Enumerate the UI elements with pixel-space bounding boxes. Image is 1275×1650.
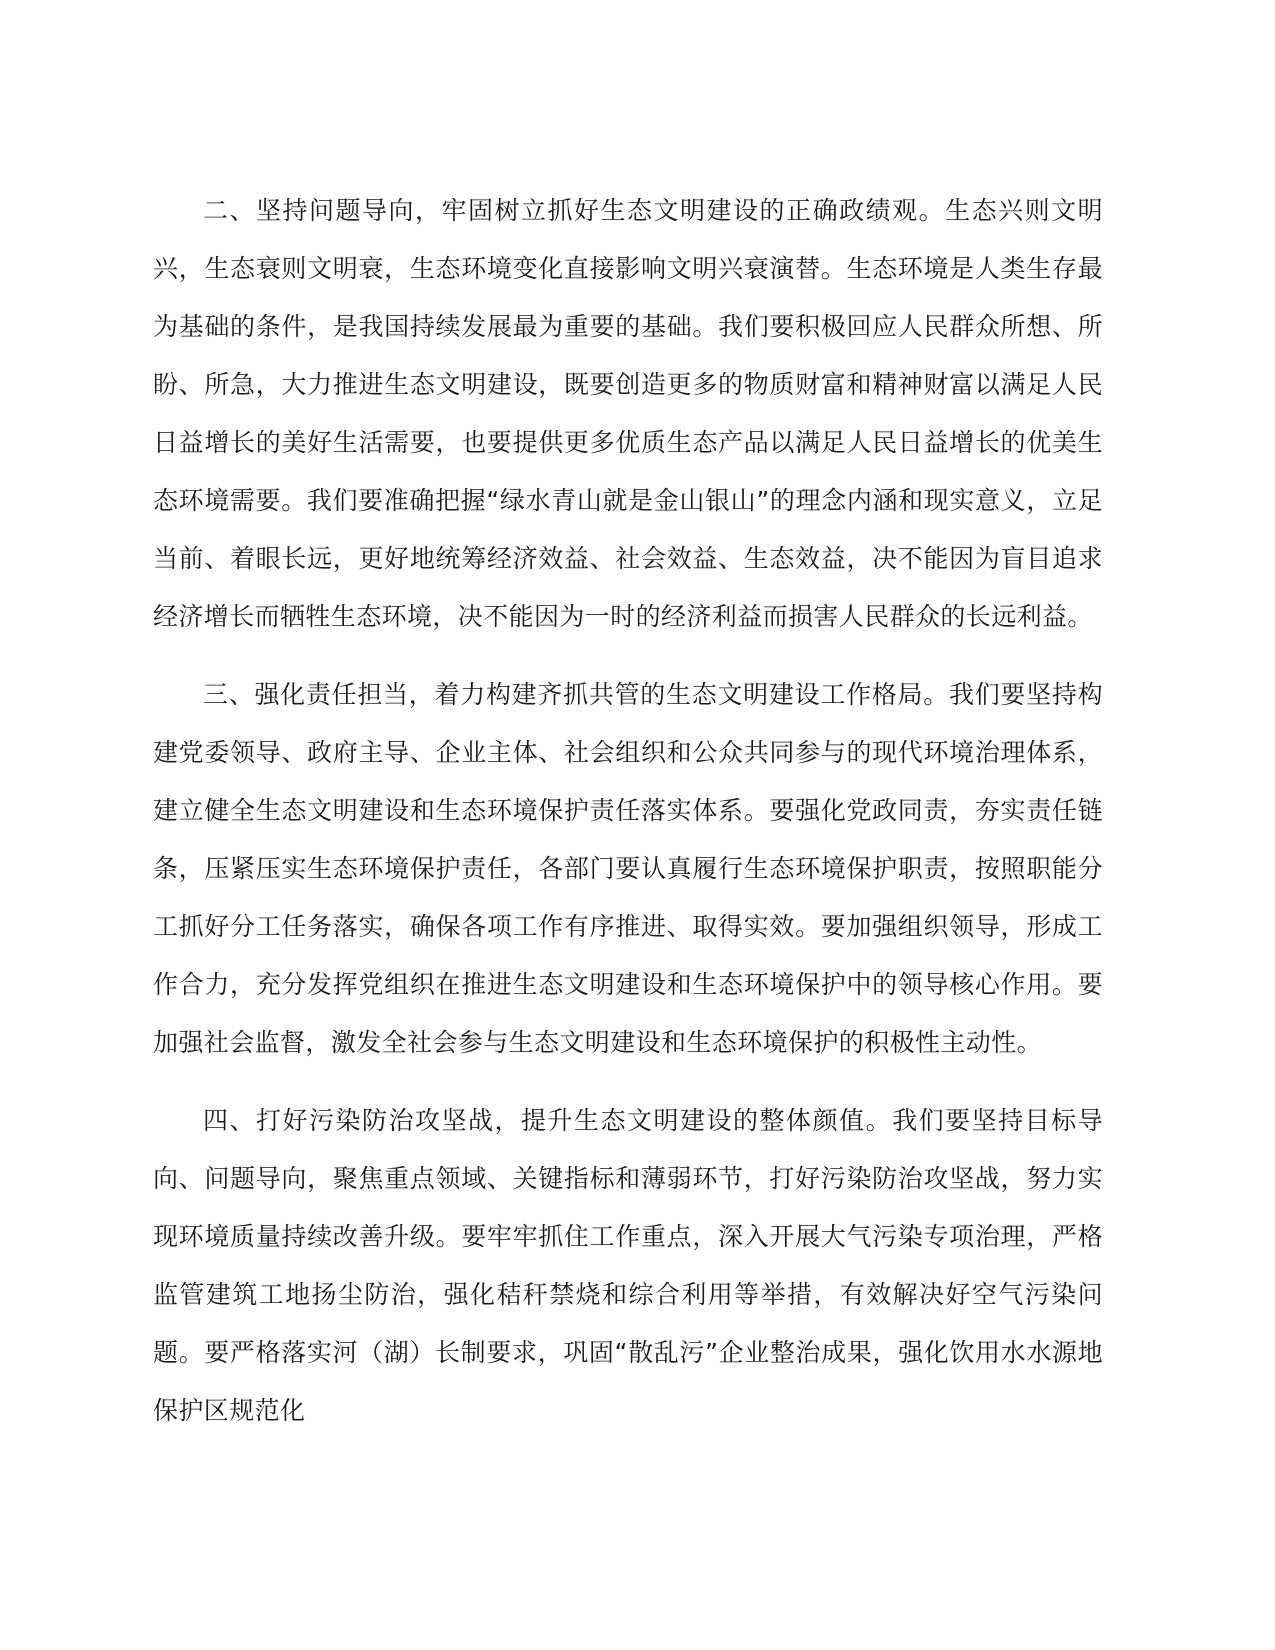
paragraph-3: 三、强化责任担当，着力构建齐抓共管的生态文明建设工作格局。我们要坚持构建党委领导、政府主导、企业主体、社会组织和公众共同参与的现代环境治理体系，建立健全生态文明建设和生态环境保护责任落实体系。要强化党政同责，夯实责任链条，压紧压实生态环境保护责任，各部门要认真履行生态环境保护职责，按照职能分工抓好分工任务落实，确保各项工作有序推进、取得实效。要加强组织领导，形成工作合力，充分发挥党组织在推进生态文明建设和生态环境保护中的领导核心作用。要加强社会监督，激发全社会参与生态文明建设和生态环境保护的积极性主动性。 xyxy=(153,680,1103,1057)
body-text xyxy=(153,182,1103,1460)
paragraph-4: 四、打好污染防治攻坚战，提升生态文明建设的整体颜值。我们要坚持目标导向、问题导向，聚焦重点领域、关键指标和薄弱环节，打好污染防治攻坚战，努力实现环境质量持续改善升级。要牢牢抓住工作重点，深入开展大气污染专项治理，严格监管建筑工地扬尘防治，强化秸秆禁烧和综合利用等举措，有效解决好空气污染问题。要严格落实河（湖）长制要求，巩固“散乱污”企业整治成果，强化饮用水水源地保护区规范化 xyxy=(153,1106,1103,1425)
paragraph-2: 二、坚持问题导向，牢固树立抓好生态文明建设的正确政绩观。生态兴则文明兴，生态衰则文明衰，生态环境变化直接影响文明兴衰演替。生态环境是人类生存最为基础的条件，是我国持续发展最为重要的基础。我们要积极回应人民群众所想、所盼、所急，大力推进生态文明建设，既要创造更多的物质财富和精神财富以满足人民日益增长的美好生活需要，也要提供更多优质生态产品以满足人民日益增长的优美生态环境需要。我们要准确把握“绿水青山就是金山银山”的理念内涵和现实意义，立足当前、着眼长远，更好地统筹经济效益、社会效益、生态效益，决不能因为盲目追求经济增长而牺牲生态环境，决不能因为一时的经济利益而损害人民群众的长远利益。 xyxy=(153,196,1103,631)
